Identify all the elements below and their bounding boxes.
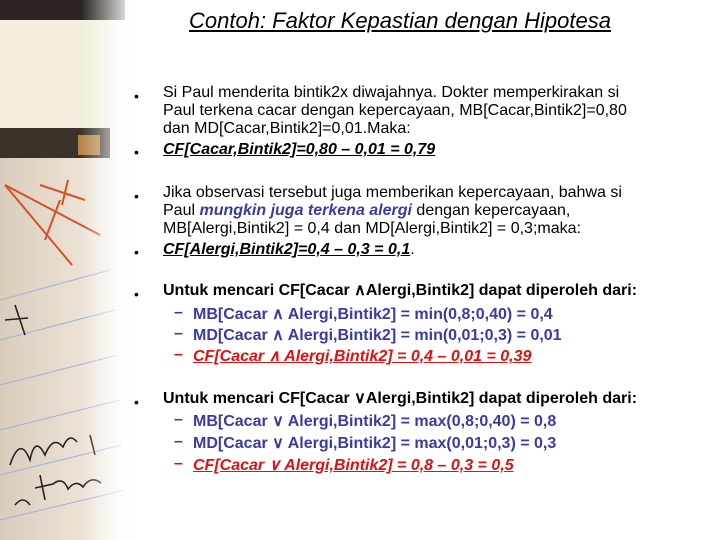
section2-line: MB[Alergi,Bintik2] = 0,4 dan MD[Alergi,Bintik2] = 0,3;maka: [163, 220, 581, 237]
section2-line [163, 202, 570, 220]
section4-item: MD[Cacar ∨ Alergi,Bintik2] = max(0,01;0,3) = 0,3 [193, 435, 557, 452]
text: . [410, 241, 415, 258]
bullet: • [134, 144, 139, 160]
section2-result-line [163, 241, 415, 259]
section4-item: MB[Cacar ∨ Alergi,Bintik2] = max(0,8;0,40) = 0,8 [193, 413, 557, 430]
section2-line: Jika observasi tersebut juga memberikan kepercayaan, bahwa si [163, 184, 622, 201]
section3-item: MD[Cacar ∧ Alergi,Bintik2] = min(0,01;0,3) = 0,01 [193, 327, 562, 344]
bullet: • [134, 394, 139, 410]
section2-result: CF[Alergi,Bintik2]=0,4 – 0,3 = 0,1 [163, 241, 411, 258]
bullet: • [134, 244, 139, 260]
text: Paul [163, 202, 200, 219]
bullet: • [134, 286, 139, 302]
dash: – [174, 304, 183, 321]
section4-heading: Untuk mencari CF[Cacar ∨Alergi,Bintik2] dapat diperoleh dari: [163, 390, 638, 407]
section3-heading: Untuk mencari CF[Cacar ∧Alergi,Bintik2] dapat diperoleh dari: [163, 282, 638, 299]
dash: – [174, 411, 183, 428]
bullet: • [134, 88, 139, 104]
section1-line: Si Paul menderita bintik2x diwajahnya. Dokter memperkirakan si [163, 84, 620, 101]
section3-result: CF[Cacar ∧ Alergi,Bintik2] = 0,4 – 0,01 = 0,39 [193, 348, 532, 365]
dash: – [174, 346, 183, 363]
section1-line: Paul terkena cacar dengan kepercayaan, MB[Cacar,Bintik2]=0,80 [163, 102, 627, 119]
section1-line: dan MD[Cacar,Bintik2]=0,01.Maka: [163, 120, 411, 137]
decorative-photo [0, 0, 135, 540]
text: dengan kepercayaan, [411, 202, 571, 219]
page-title: Contoh: Faktor Kepastian dengan Hipotesa [189, 8, 611, 33]
dash: – [174, 433, 183, 450]
dash: – [174, 455, 183, 472]
section3-item: MB[Cacar ∧ Alergi,Bintik2] = min(0,8;0,40) = 0,4 [193, 306, 553, 323]
dash: – [174, 325, 183, 342]
section1-result: CF[Cacar,Bintik2]=0,80 – 0,01 = 0,79 [163, 141, 436, 158]
emphasis-text: mungkin juga terkena alergi [199, 202, 412, 219]
bullet: • [134, 188, 139, 204]
section4-result: CF[Cacar ∨ Alergi,Bintik2] = 0,8 – 0,3 = 0,5 [193, 457, 514, 474]
